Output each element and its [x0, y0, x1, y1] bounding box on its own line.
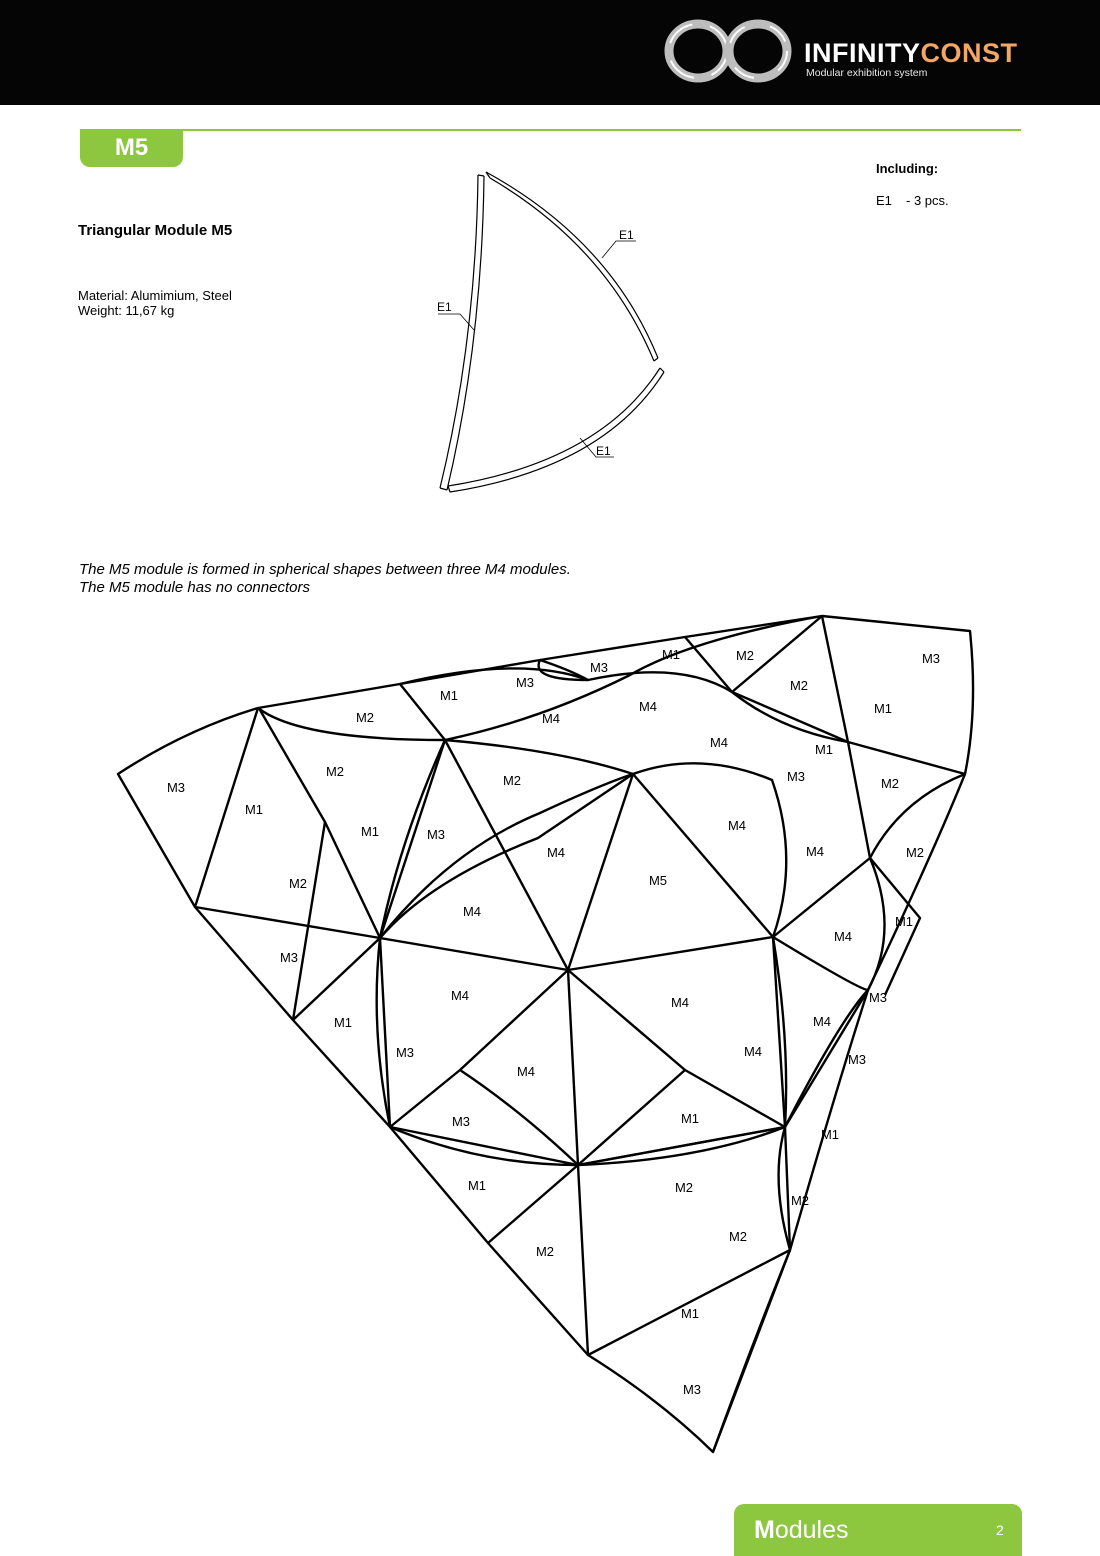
module-label: M4 [462, 904, 482, 919]
module-label: M3 [868, 990, 888, 1005]
page-number: 2 [996, 1522, 1004, 1538]
module-label: M4 [833, 929, 853, 944]
page-header [0, 0, 1100, 105]
module-label: M1 [467, 1178, 487, 1193]
including-item [876, 193, 949, 208]
material-text: Material: Alumimium, Steel [78, 288, 232, 303]
module-note [79, 561, 571, 597]
brand-tagline: Modular exhibition system [806, 67, 928, 79]
module-label: M3 [682, 1382, 702, 1397]
section-title-initial: M [754, 1516, 775, 1544]
module-label: M4 [450, 988, 470, 1003]
module-label: M4 [727, 818, 747, 833]
module-label: M4 [516, 1064, 536, 1079]
module-label: M1 [680, 1111, 700, 1126]
module-labels [167, 647, 940, 1397]
module-label: M1 [439, 688, 459, 703]
module-label: M4 [546, 845, 566, 860]
callout-e1-left: E1 [437, 300, 452, 314]
module-label: M2 [502, 773, 522, 788]
module-label: M2 [355, 710, 375, 725]
module-label: M3 [426, 827, 446, 842]
module-label: M3 [395, 1045, 415, 1060]
module-label: M5 [648, 873, 668, 888]
module-label: M1 [661, 647, 681, 662]
module-label: M4 [638, 699, 658, 714]
note-line-1: The M5 module is formed in spherical shapes between three M4 modules. [79, 561, 571, 578]
module-label: M3 [166, 780, 186, 795]
assembly-frame [118, 616, 973, 1452]
module-tab: M5 [80, 129, 183, 167]
including-heading: Including: [876, 161, 939, 176]
module-label: M1 [873, 701, 893, 716]
e1-part-bottom [448, 368, 664, 492]
module-label: M4 [670, 995, 690, 1010]
module-label: M2 [535, 1244, 555, 1259]
e1-part-left [440, 175, 484, 490]
module-spec [78, 288, 232, 318]
brand-name-part2: CONST [920, 38, 1018, 68]
header-divider [80, 129, 1021, 131]
module-label: M1 [680, 1306, 700, 1321]
module-label: M4 [709, 735, 729, 750]
module-label: M2 [674, 1180, 694, 1195]
module-label: M3 [451, 1114, 471, 1129]
module-label: M4 [541, 711, 561, 726]
note-line-2: The M5 module has no connectors [79, 579, 310, 596]
part-code: E1 [876, 193, 892, 208]
module-label: M2 [735, 648, 755, 663]
module-label: M1 [333, 1015, 353, 1030]
module-label: M3 [515, 675, 535, 690]
e1-part-top [486, 172, 658, 361]
module-label: M3 [847, 1052, 867, 1067]
module-label: M2 [905, 845, 925, 860]
module-label: M4 [805, 844, 825, 859]
module-label: M4 [812, 1014, 832, 1029]
module-label: M3 [921, 651, 941, 666]
module-label: M3 [279, 950, 299, 965]
assembly-drawing [100, 600, 1000, 1470]
part-qty: - 3 pcs. [906, 193, 949, 208]
weight-text: Weight: 11,67 kg [78, 303, 175, 318]
module-label: M1 [814, 742, 834, 757]
module-label: M2 [288, 876, 308, 891]
module-title: Triangular Module M5 [78, 222, 233, 239]
module-label: M1 [244, 802, 264, 817]
module-label: M2 [728, 1229, 748, 1244]
module-label: M4 [743, 1044, 763, 1059]
section-title [754, 1516, 849, 1545]
callout-leaders [438, 241, 636, 457]
footer-section-tab [734, 1504, 1022, 1556]
part-drawing [420, 160, 700, 500]
module-label: M2 [880, 776, 900, 791]
brand-name-part1: INFINITY [804, 38, 921, 68]
brand-name [804, 38, 1018, 69]
callout-e1-bottom: E1 [596, 444, 611, 458]
module-label: M1 [820, 1127, 840, 1142]
infinity-logo-icon [664, 18, 794, 84]
section-title-rest: odules [774, 1516, 849, 1544]
module-label: M2 [789, 678, 809, 693]
module-label: M2 [790, 1193, 810, 1208]
module-label: M2 [325, 764, 345, 779]
module-label: M1 [360, 824, 380, 839]
module-label: M1 [894, 914, 914, 929]
module-label: M3 [589, 660, 609, 675]
module-label: M3 [786, 769, 806, 784]
callout-e1-top: E1 [619, 228, 634, 242]
